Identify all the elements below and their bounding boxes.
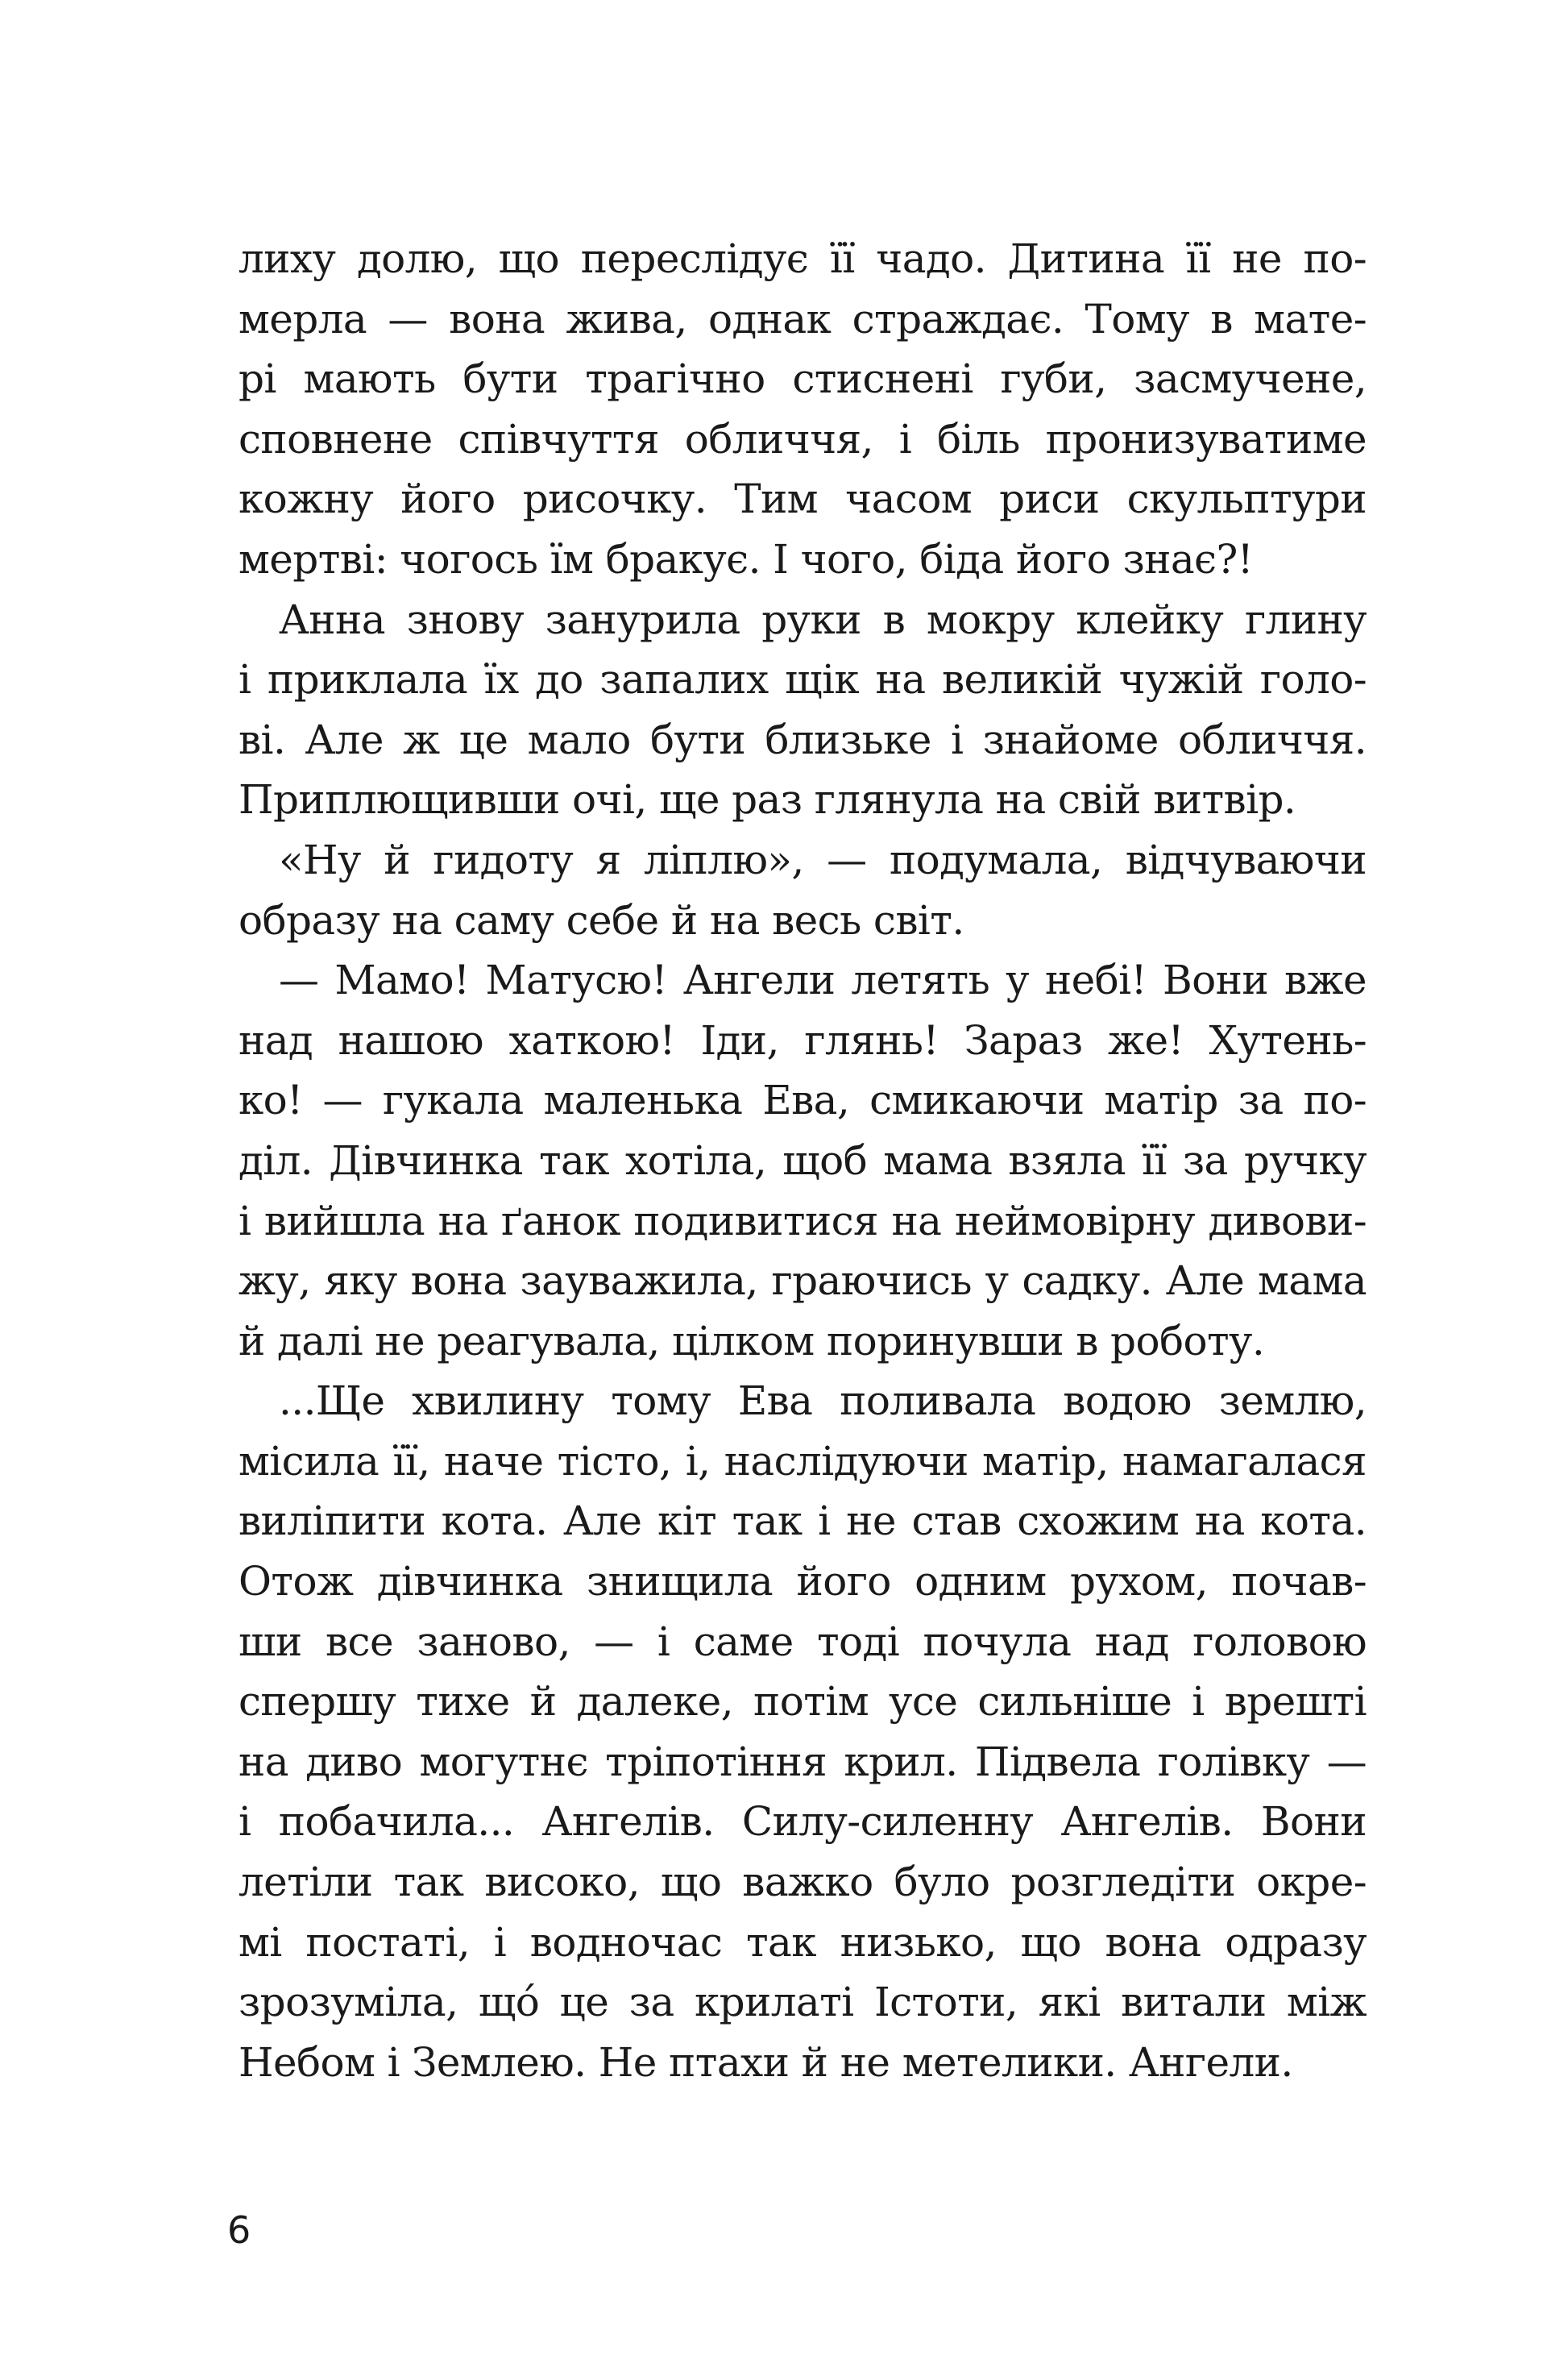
text-line: і побачила... Ангелів. Силу-силенну Ангелів. Вони [238, 1798, 1367, 1846]
text-line: на диво могутнє тріпотіння крил. Підвела голівку — [238, 1738, 1367, 1785]
text-line: Небом і Землею. Не птахи й не метелики. Ангели. [238, 2038, 1293, 2086]
text-line: жу, яку вона зауважила, граючись у садку. Але мама [238, 1257, 1367, 1305]
text-line: і приклала їх до запалих щік на великій чужій голо- [238, 656, 1367, 704]
text-line: Анна знову занурила руки в мокру клейку глину [279, 596, 1367, 643]
text-line: ві. Але ж це мало бути близьке і знайоме обличчя. [238, 716, 1367, 763]
text-line: діл. Дівчинка так хотіла, щоб мама взяла її за ручку [238, 1136, 1367, 1184]
text-line: над нашою хаткою! Іди, глянь! Зараз же! Хутень- [238, 1016, 1367, 1064]
text-line: ко! — гукала маленька Ева, смикаючи матір за по- [238, 1077, 1367, 1124]
page-body [238, 229, 1367, 2092]
text-line: виліпити кота. Але кіт так і не став схожим на кота. [238, 1497, 1367, 1545]
text-line: образу на саму себе й на весь світ. [238, 896, 964, 944]
text-line: «Ну й гидоту я ліплю», — подумала, відчуваючи [279, 836, 1367, 883]
text-line: мертві: чогось їм бракує. І чого, біда його знає?! [238, 535, 1254, 583]
text-line: кожну його рисочку. Тим часом риси скульптури [238, 476, 1367, 523]
text-line: й далі не реагувала, цілком поринувши в роботу. [238, 1317, 1265, 1364]
text-line: летіли так високо, що важко було розгледіти окре- [238, 1859, 1367, 1906]
text-line: лиху долю, що переслідує її чадо. Дитина її не по- [238, 235, 1367, 282]
text-line: і вийшла на ґанок подивитися на неймовірну дивови- [238, 1197, 1367, 1244]
text-line: ши все заново, — і саме тоді почула над головою [238, 1618, 1367, 1665]
text-line: спершу тихе й далеке, потім усе сильніше і врешті [238, 1678, 1367, 1726]
text-line: рі мають бути трагічно стиснені губи, засмучене, [238, 355, 1367, 403]
text-line: Отож дівчинка знищила його одним рухом, почав- [238, 1558, 1367, 1605]
text-line: — Мамо! Матусю! Ангели летять у небі! Вони вже [279, 957, 1367, 1004]
text-line: Приплющивши очі, ще раз глянула на свій витвір. [238, 776, 1296, 824]
page-number: 6 [227, 2208, 251, 2252]
text-line: сповнене співчуття обличчя, і біль пронизуватиме [238, 415, 1367, 463]
text-line: місила її, наче тісто, і, наслідуючи матір, намагалася [238, 1437, 1367, 1485]
text-line: зрозуміла, щó це за крилаті Істоти, які витали між [238, 1979, 1367, 2026]
text-line: ...Ще хвилину тому Ева поливала водою землю, [279, 1377, 1367, 1425]
text-line: мі постаті, і водночас так низько, що вона одразу [238, 1918, 1367, 1966]
text-line: мерла — вона жива, однак страждає. Тому в мате- [238, 295, 1367, 343]
